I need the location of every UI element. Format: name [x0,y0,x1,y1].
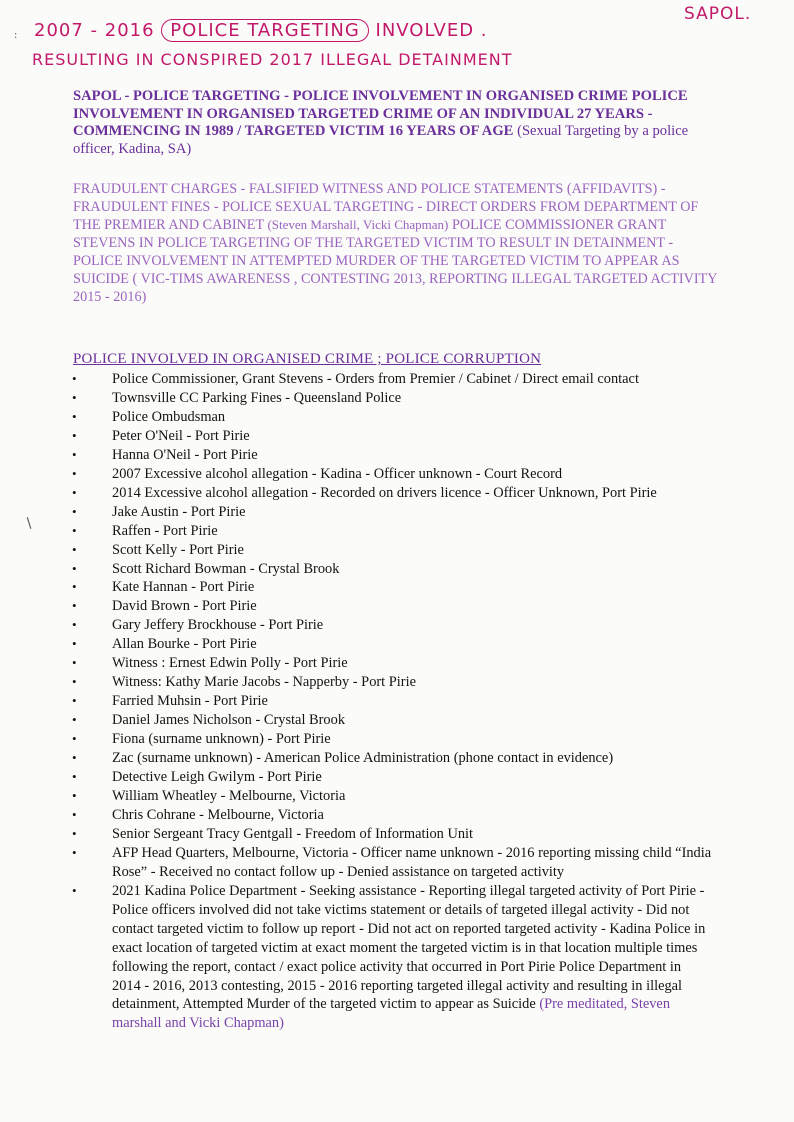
list-item-last [72,882,712,1034]
list-item: • 2014 Excessive alcohol allegation - Recorded on drivers licence - Officer Unknown, Port Pirie [72,484,712,503]
handwritten-boxed-police-targeting: POLICE TARGETING [161,19,368,42]
list-item: • Allan Bourke - Port Pirie [72,635,712,654]
intro-bold-text: SAPOL - POLICE TARGETING - POLICE INVOLVEMENT IN ORGANISED CRIME POLICE INVOLVEMENT IN ORGANISED TARGETED CRIME OF AN INDIVIDUAL 27 YEARS - COMMENCING IN 1989 / TARGETED VICTIM 16 YEARS OF AGE [73,88,688,139]
list-item: • Kate Hannan - Port Pirie [72,578,712,597]
list-item: • Zac (surname unknown) - American Police Administration (phone contact in evidence) [72,749,712,768]
last-item-text: 2021 Kadina Police Department - Seeking assistance - Reporting illegal targeted activity of Port Pirie - Police officers involved did not take victims statement or details of targeted illegal activity - Did not contact targeted victim to follow up report - Did not act on reported targeted activity - Kadina Police in exact location of targeted victim at exact moment the targeted victim is in that location multiple times following the report, contact / exact police activity that occurred in Port Pirie Police Department in 2014 - 2016, 2013 contesting, 2015 - 2016 reporting targeted illegal activity and resulting in illegal detainment, Attempted Murder of the targeted victim to appear as Suicide [112,882,706,1013]
last-item-note: (Pre meditated, Steven marshall and Vicki Chapman) [112,996,671,1032]
list-item: • Scott Richard Bowman - Crystal Brook [72,560,712,579]
list-item: • Peter O'Neil - Port Pirie [72,427,712,446]
list-item: • Witness: Kathy Marie Jacobs - Napperby - Port Pirie [72,673,712,692]
list-item: • Chris Cohrane - Melbourne, Victoria [72,806,712,825]
handwritten-sapol-note: SAPOL. [684,4,752,24]
intro-note: (Sexual Targeting by a police officer, Kadina, SA) [73,123,689,157]
list-item: • Townsville CC Parking Fines - Queensland Police [72,389,712,408]
list-item: • Senior Sergeant Tracy Gentgall - Freedom of Information Unit [72,825,712,844]
list-item: • Gary Jeffery Brockhouse - Port Pirie [72,616,712,635]
involved-list [72,370,712,1033]
list-heading: POLICE INVOLVED IN ORGANISED CRIME ; POLICE CORRUPTION [73,351,542,367]
charges-section [73,180,723,306]
handwritten-title-line2: RESULTING IN CONSPIRED 2017 ILLEGAL DETAINMENT [32,50,513,69]
charges-text-part1: FRAUDULENT CHARGES - FALSIFIED WITNESS AND POLICE STATEMENTS (AFFIDAVITS) - FRAUDULENT FINES - POLICE SEXUAL TARGETING - DIRECT ORDERS FROM DEPARTMENT OF THE PREMIER AND CABINET [73,181,699,233]
list-item: • Hanna O'Neil - Port Pirie [72,446,712,465]
list-item: • Raffen - Port Pirie [72,522,712,541]
list-item: • William Wheatley - Melbourne, Victoria [72,787,712,806]
charges-text-part2: POLICE COMMISSIONER GRANT STEVENS IN POLICE TARGETING OF THE TARGETED VICTIM TO RESULT IN DETAINMENT - POLICE INVOLVEMENT IN ATTEMPTED MURDER OF THE TARGETED VICTIM TO APPEAR AS SUICIDE ( VIC-TIMS AWARENESS , CONTESTING 2013, REPORTING ILLEGAL TARGETED ACTIVITY 2015 - 2016) [73,217,717,305]
margin-mark: : [14,30,18,41]
handwritten-title-line1 [34,20,488,41]
list-item: • Detective Leigh Gwilym - Port Pirie [72,768,712,787]
list-item: • Farried Muhsin - Port Pirie [72,692,712,711]
handwritten-years: 2007 - 2016 [34,20,155,41]
list-item: • Fiona (surname unknown) - Port Pirie [72,730,712,749]
list-item: • Witness : Ernest Edwin Polly - Port Pirie [72,654,712,673]
margin-stroke: ∖ [24,516,33,532]
list-item: • Jake Austin - Port Pirie [72,503,712,522]
handwritten-involved: INVOLVED . [375,20,488,41]
list-item: • Daniel James Nicholson - Crystal Brook [72,711,712,730]
list-item: • David Brown - Port Pirie [72,597,712,616]
list-item: • AFP Head Quarters, Melbourne, Victoria - Officer name unknown - 2016 reporting missing child “India Rose” - Received no contact follow up - Denied assistance on targeted activity [72,844,712,882]
list-item: • Police Ombudsman [72,408,712,427]
charges-names: (Steven Marshall, Vicki Chapman) [267,217,449,232]
list-item: • Police Commissioner, Grant Stevens - Orders from Premier / Cabinet / Direct email contact [72,370,712,389]
intro-section [73,88,723,158]
list-item: • 2007 Excessive alcohol allegation - Kadina - Officer unknown - Court Record [72,465,712,484]
list-item: • Scott Kelly - Port Pirie [72,541,712,560]
